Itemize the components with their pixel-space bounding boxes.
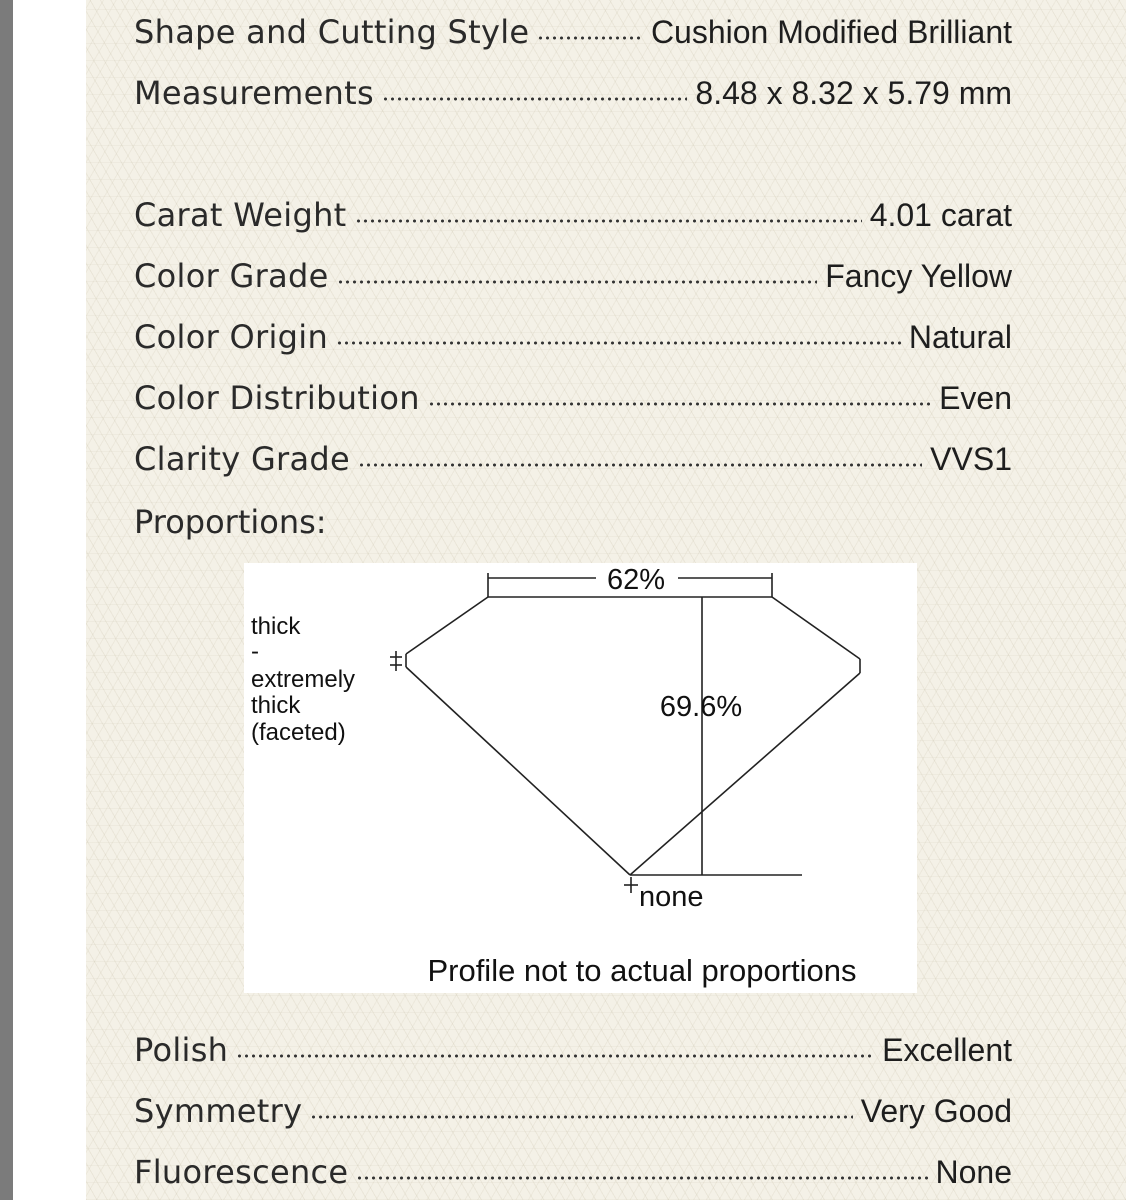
girdle-label-3: extremely (251, 666, 356, 693)
value-polish: Excellent (882, 1032, 1012, 1068)
row-shape (134, 10, 1012, 54)
row-color-grade (134, 254, 1012, 298)
row-color-origin (134, 315, 1012, 359)
row-clarity (134, 437, 1012, 481)
label-polish: Polish (134, 1031, 229, 1069)
row-color-distribution (134, 376, 1012, 420)
label-color-origin: Color Origin (134, 318, 329, 356)
row-measurements (134, 71, 1012, 115)
leader-dots (336, 338, 901, 348)
depth-percent: 69.6% (659, 691, 743, 723)
row-polish (134, 1028, 1012, 1072)
value-symmetry: Very Good (860, 1093, 1012, 1129)
leader-dots (428, 399, 931, 409)
label-shape: Shape and Cutting Style (134, 13, 530, 51)
crown-left (406, 597, 488, 654)
label-symmetry: Symmetry (134, 1092, 303, 1130)
label-measurements: Measurements (134, 74, 374, 112)
proportions-heading: Proportions: (134, 503, 327, 541)
left-edge-bar (0, 0, 13, 1200)
leader-dots (310, 1112, 852, 1122)
leader-dots (382, 94, 687, 104)
girdle-label-2: - (251, 638, 259, 665)
girdle-label-1: thick (251, 613, 301, 640)
value-color-grade: Fancy Yellow (825, 258, 1012, 294)
table-percent: 62% (606, 564, 666, 596)
label-clarity: Clarity Grade (134, 440, 351, 478)
value-shape: Cushion Modified Brilliant (650, 14, 1012, 50)
leader-dots (358, 460, 922, 470)
girdle-label-4: thick (251, 692, 301, 719)
proportions-diagram (244, 563, 917, 993)
leader-dots (355, 216, 862, 226)
label-color-grade: Color Grade (134, 257, 329, 295)
girdle-label-5: (faceted) (251, 719, 346, 746)
value-clarity: VVS1 (930, 441, 1012, 477)
label-fluorescence: Fluorescence (134, 1153, 349, 1191)
leader-dots (236, 1051, 874, 1061)
value-color-origin: Natural (908, 319, 1012, 355)
value-color-distribution: Even (939, 380, 1012, 416)
leader-dots (356, 1173, 927, 1183)
profile-caption: Profile not to actual proportions (427, 953, 857, 988)
row-carat (134, 193, 1012, 237)
row-fluorescence (134, 1150, 1012, 1194)
culet-label: none (639, 881, 704, 913)
pavilion-left (406, 667, 630, 875)
label-carat: Carat Weight (134, 196, 347, 234)
crown-right (772, 597, 860, 659)
value-measurements: 8.48 x 8.32 x 5.79 mm (695, 75, 1012, 111)
leader-dots (537, 33, 643, 43)
label-color-distribution: Color Distribution (134, 379, 420, 417)
diamond-profile-svg (244, 563, 917, 993)
row-symmetry (134, 1089, 1012, 1133)
value-fluorescence: None (935, 1154, 1012, 1190)
leader-dots (337, 277, 818, 287)
value-carat: 4.01 carat (869, 197, 1012, 233)
